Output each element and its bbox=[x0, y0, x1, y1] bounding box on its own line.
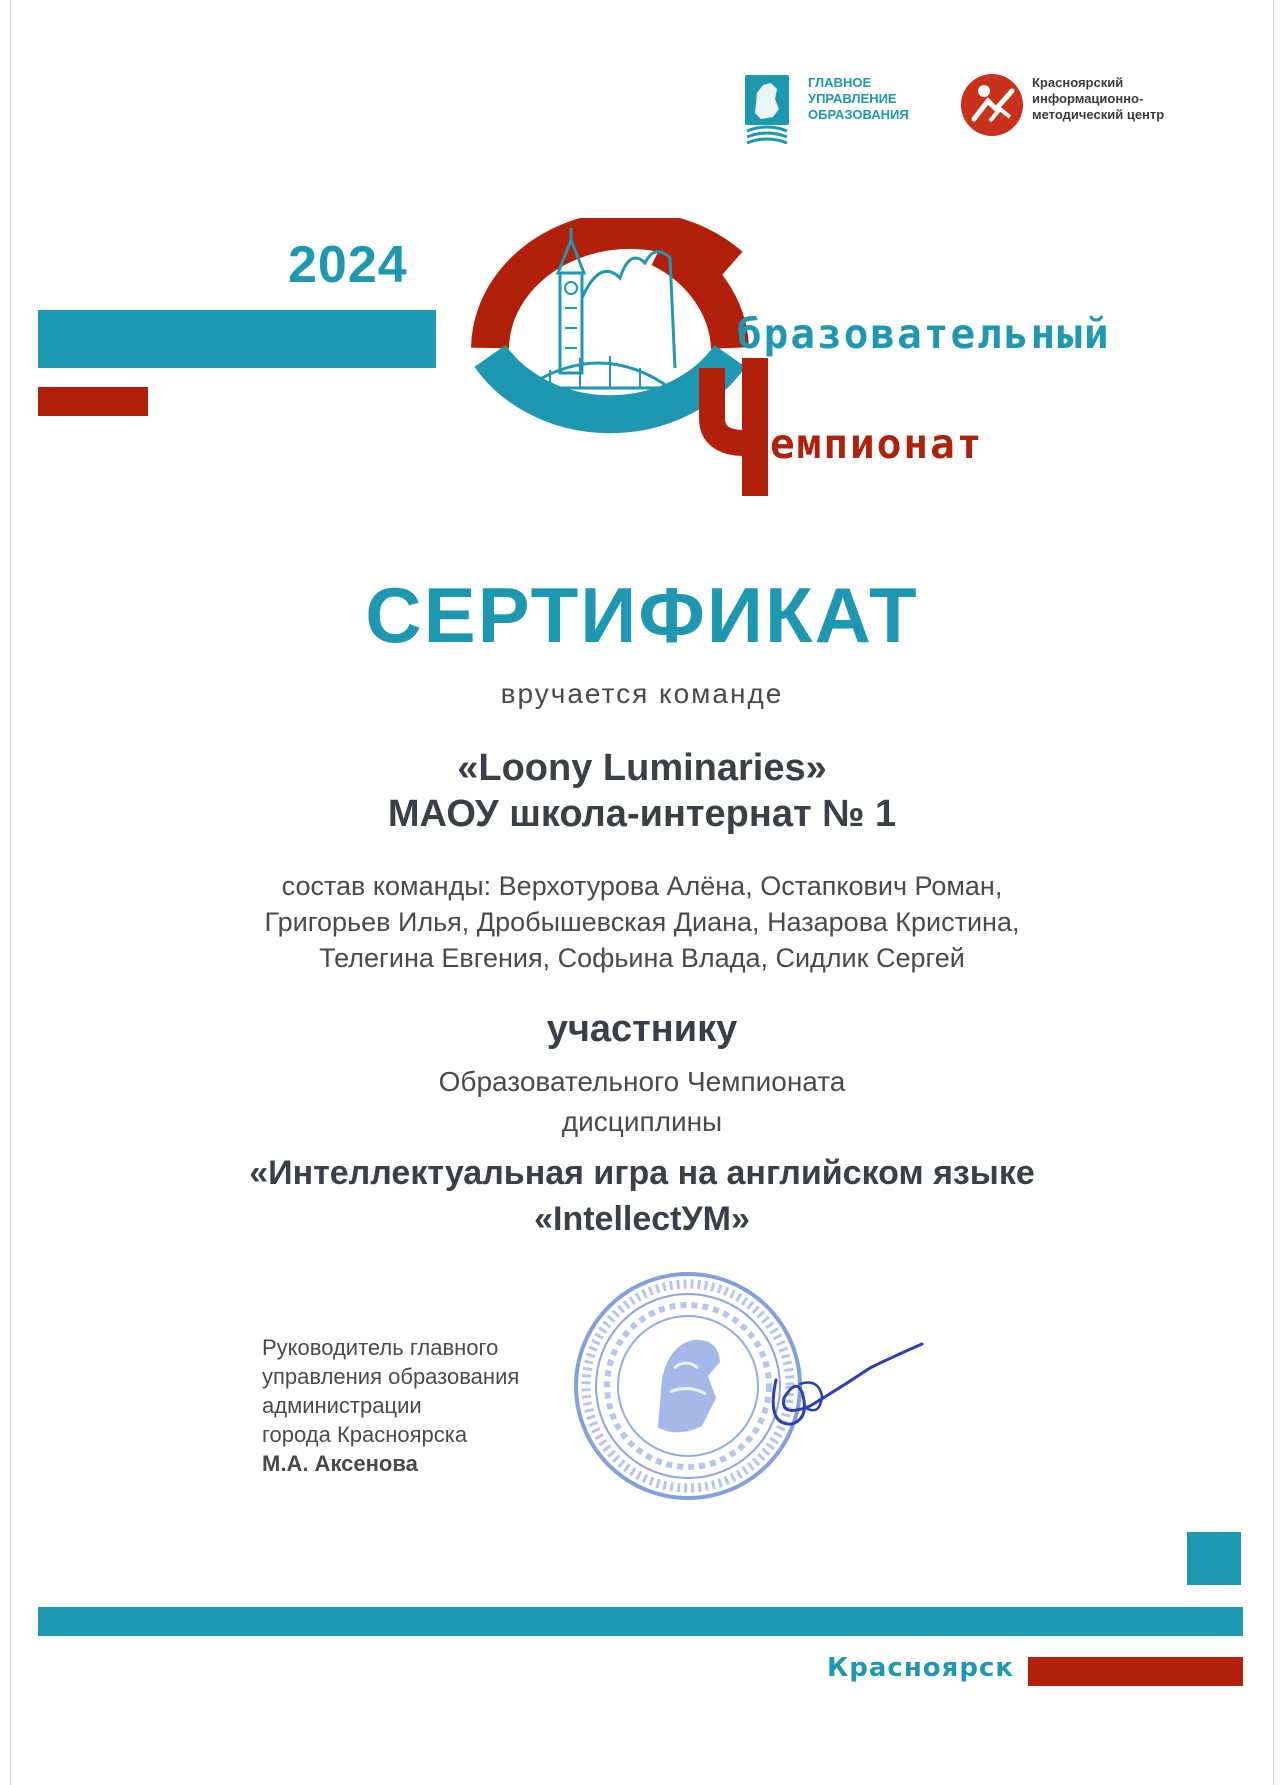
role-label: участнику bbox=[546, 1008, 738, 1050]
decor-square-teal bbox=[1187, 1532, 1241, 1585]
footer-bar-red bbox=[1028, 1657, 1243, 1686]
kimc-emblem-icon bbox=[960, 73, 1024, 137]
event-line: Образовательного Чемпионата bbox=[438, 1066, 846, 1097]
official-stamp bbox=[570, 1258, 930, 1518]
guo-logo-text bbox=[808, 75, 909, 123]
city-label: Красноярск bbox=[827, 1653, 1015, 1683]
signer-title-line: Руководитель главного bbox=[262, 1335, 499, 1360]
team-members bbox=[0, 868, 1284, 976]
event-line: дисциплины bbox=[561, 1106, 723, 1137]
guo-logo-line: ОБРАЗОВАНИЯ bbox=[808, 107, 909, 122]
members-line: Григорьев Илья, Дробышевская Диана, Назарова Кристина, bbox=[264, 907, 1020, 937]
discipline-line: «Интеллектуальная игра на английском языке bbox=[249, 1154, 1035, 1192]
certificate-title: СЕРТИФИКАТ bbox=[365, 571, 919, 659]
footer-bar-teal bbox=[38, 1607, 1243, 1636]
discipline-line: «IntellectУМ» bbox=[534, 1200, 750, 1238]
kimc-logo-line: информационно- bbox=[1032, 91, 1144, 106]
guo-logo-line: ГЛАВНОЕ bbox=[808, 75, 872, 90]
signer-title-line: администрации bbox=[262, 1393, 422, 1418]
year-label: 2024 bbox=[288, 236, 408, 294]
signer-title-line: управления образования bbox=[262, 1364, 520, 1389]
team-block bbox=[0, 745, 1284, 837]
decor-bar-red bbox=[38, 387, 148, 416]
kimc-logo-text bbox=[1032, 75, 1164, 123]
championship-word-2: емпионат bbox=[770, 420, 984, 468]
guo-emblem-icon bbox=[743, 75, 791, 147]
team-name: «Loony Luminaries» bbox=[457, 747, 827, 789]
members-line: Телегина Евгения, Софьина Влада, Сидлик Сергей bbox=[319, 943, 965, 973]
stamp-icon bbox=[570, 1258, 930, 1518]
kimc-logo-line: методический центр bbox=[1032, 107, 1165, 122]
signer-title-line: города Красноярска bbox=[262, 1422, 468, 1447]
decor-bar-teal bbox=[38, 310, 436, 368]
event-block bbox=[0, 1062, 1284, 1142]
certificate-subtitle: вручается команде bbox=[500, 678, 784, 709]
guo-logo bbox=[743, 75, 791, 147]
signer-name: М.А. Аксенова bbox=[262, 1451, 418, 1476]
members-line: состав команды: Верхотурова Алёна, Остапкович Роман, bbox=[281, 871, 1003, 901]
signer-block bbox=[262, 1333, 519, 1478]
guo-logo-line: УПРАВЛЕНИЕ bbox=[808, 91, 897, 106]
kimc-logo-line: Красноярский bbox=[1032, 75, 1124, 90]
discipline-block bbox=[0, 1150, 1284, 1242]
kimc-logo bbox=[960, 73, 1024, 137]
championship-word-1: бразовательный bbox=[737, 310, 1111, 358]
school-name: МАОУ школа-интернат № 1 bbox=[387, 793, 897, 835]
